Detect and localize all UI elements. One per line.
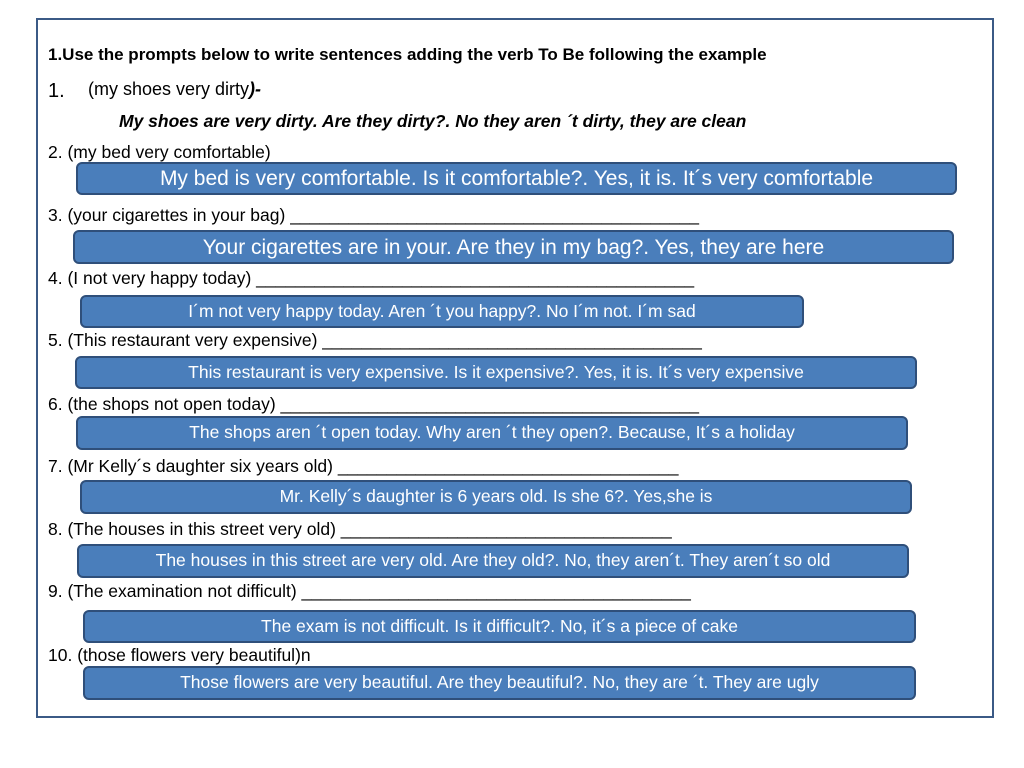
example-answer: My shoes are very dirty. Are they dirty?. No they aren ´t dirty, they are clean: [119, 111, 747, 131]
prompt-item-3: 3. (your cigarettes in your bag) __________________________________________: [48, 205, 699, 225]
answer-box-item-4: I´m not very happy today. Aren ´t you happy?. No I´m not. I´m sad: [80, 295, 804, 328]
prompt-item-7: 7. (Mr Kelly´s daughter six years old) ___________________________________: [48, 456, 679, 476]
prompt-item-8: 8. (The houses in this street very old) __________________________________: [48, 519, 672, 539]
answer-box-item-8: The houses in this street are very old. Are they old?. No, they aren´t. They aren´t so old: [77, 544, 909, 578]
prompt-item-4: 4. (I not very happy today) _____________________________________________: [48, 268, 695, 288]
answer-box-item-10: Those flowers are very beautiful. Are they beautiful?. No, they are ´t. They are ugly: [83, 666, 916, 700]
example-prompt-open: (: [88, 79, 94, 99]
prompt-item-2: 2. (my bed very comfortable): [48, 142, 271, 162]
answer-box-item-6: The shops aren ´t open today. Why aren ´t they open?. Because, It´s a holiday: [76, 416, 908, 450]
example-prompt: [88, 80, 261, 98]
example-number: 1.: [48, 80, 65, 102]
answer-box-item-5: This restaurant is very expensive. Is it expensive?. Yes, it is. It´s very expensive: [75, 356, 917, 389]
prompt-item-6: 6. (the shops not open today) ___________________________________________: [48, 394, 700, 414]
answer-box-item-9: The exam is not difficult. Is it difficult?. No, it´s a piece of cake: [83, 610, 916, 643]
prompt-item-5: 5. (This restaurant very expensive) _______________________________________: [48, 330, 702, 350]
answer-box-item-2: My bed is very comfortable. Is it comfortable?. Yes, it is. It´s very comfortable: [76, 162, 957, 195]
example-prompt-text: my shoes very dirty: [94, 79, 250, 99]
answer-box-item-3: Your cigarettes are in your. Are they in my bag?. Yes, they are here: [73, 230, 954, 264]
example-prompt-close: )-: [249, 79, 262, 99]
prompt-item-10: 10. (those flowers very beautiful)n: [48, 645, 311, 665]
prompt-item-9: 9. (The examination not difficult) ________________________________________: [48, 581, 691, 601]
exercise-title: 1.Use the prompts below to write sentences adding the verb To Be following the example: [48, 45, 767, 64]
answer-box-item-7: Mr. Kelly´s daughter is 6 years old. Is she 6?. Yes,she is: [80, 480, 912, 514]
